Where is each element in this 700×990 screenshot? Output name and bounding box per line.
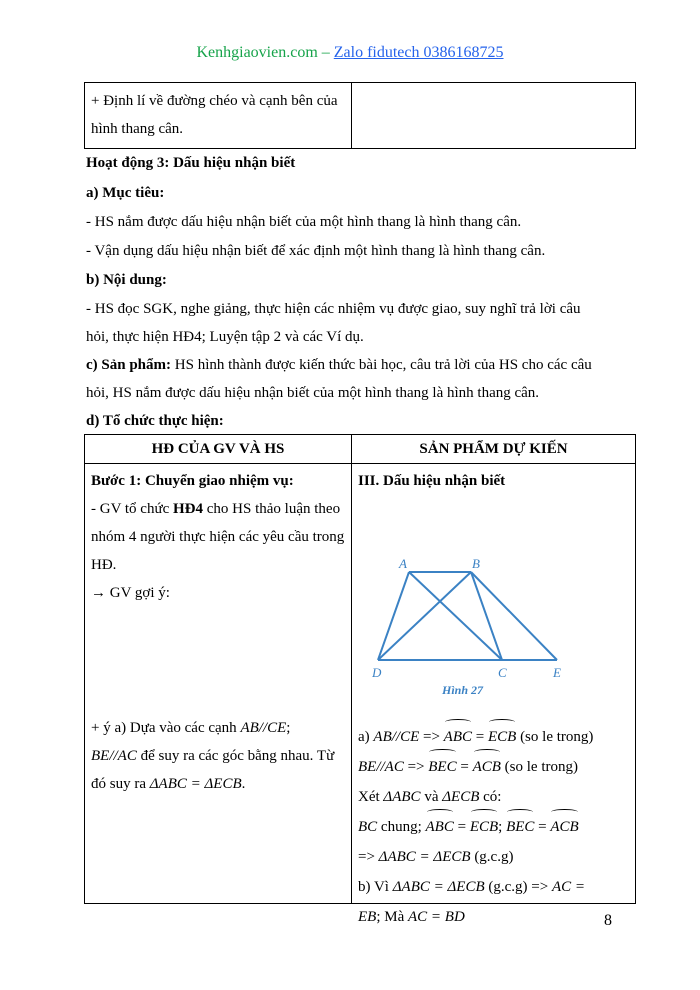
sol-4b: chung;: [377, 819, 426, 835]
solution-line-5: [358, 842, 593, 872]
segment-bc: [471, 572, 502, 660]
task-line-1c: cho HS thảo luận theo: [203, 501, 341, 517]
task-line-2: nhóm 4 người thực hiện các yêu cầu trong: [91, 529, 345, 545]
segment-bd: [378, 572, 471, 660]
sol-5a: =>: [358, 849, 379, 865]
sol-7b: ; Mà: [376, 909, 408, 925]
label-b: B: [472, 556, 480, 571]
sol-3e: có:: [479, 789, 502, 805]
angle-bec: BEC: [428, 752, 456, 782]
section-d-title: d) Tổ chức thực hiện:: [86, 413, 224, 429]
solution-line-1: [358, 722, 593, 752]
solution-line-3: [358, 782, 593, 812]
sol-1e: =: [472, 729, 488, 745]
label-d: D: [372, 665, 382, 680]
sol-4d: =: [453, 819, 470, 835]
hint-line-2: [91, 742, 334, 770]
sol-4h: =: [534, 819, 551, 835]
angle-acb: ACB: [473, 752, 501, 782]
sol-6c: (g.c.g) =>: [484, 879, 552, 895]
hd4-bold: HĐ4: [173, 501, 204, 517]
header-zalo-link[interactable]: Zalo fidutech 0386168725: [333, 44, 504, 61]
angle-abc-2: ABC: [426, 812, 454, 842]
segment-be: [471, 572, 557, 660]
solution-line-2: [358, 752, 593, 782]
section-b-line-2: hỏi, thực hiện HĐ4; Luyện tập 2 và các Ví dụ.: [86, 329, 364, 345]
hint-line-2b: để suy ra các góc bằng nhau. Từ: [136, 748, 335, 764]
header-site[interactable]: Kenhgiaovien.com: [196, 44, 318, 61]
sol-3d: ΔECB: [442, 789, 480, 805]
hint-math-ab-ce: AB//CE: [240, 720, 287, 736]
sol-2f: (so le trong): [500, 759, 578, 775]
sol-3a: Xét: [358, 789, 384, 805]
angle-ecb: ECB: [488, 722, 516, 752]
task-line-1: [91, 495, 345, 523]
segment-ac: [409, 572, 502, 660]
hint-math-congruence: ΔABC = ΔECB: [149, 776, 242, 792]
solution-line-7: [358, 902, 593, 932]
sol-1a: a): [358, 729, 374, 745]
hint-block: [91, 714, 334, 798]
main-table-head-right: SẢN PHẨM DỰ KIẾN: [352, 435, 636, 464]
sol-7c: AC = BD: [408, 909, 465, 925]
angle-ecb-2: ECB: [470, 812, 498, 842]
main-table-right-cell: [352, 464, 636, 925]
sol-3c: và: [420, 789, 443, 805]
hint-intro: → GV gợi ý:: [91, 585, 170, 601]
section-c-line-1: [86, 355, 646, 375]
sol-6a: b) Vì: [358, 879, 393, 895]
activity-title: Hoạt động 3: Dấu hiệu nhận biết: [86, 155, 296, 171]
top-table: [84, 82, 636, 149]
sol-2a: BE//AC: [358, 759, 404, 775]
sol-6d: AC =: [551, 879, 585, 895]
label-c: C: [498, 665, 507, 680]
label-e: E: [553, 665, 561, 680]
top-table-right-cell: [352, 83, 636, 149]
hint-line-3c: .: [241, 776, 246, 792]
section-a-title: a) Mục tiêu:: [86, 185, 165, 201]
top-table-left-cell: [85, 83, 352, 149]
hint-line-3: [91, 770, 334, 798]
page-header: [0, 44, 700, 62]
solution-line-4: [358, 812, 593, 842]
header-separator: –: [317, 44, 334, 61]
hint-line-1c: ;: [286, 720, 291, 736]
figure-caption: Hình 27: [442, 683, 484, 697]
solution-line-6: [358, 872, 593, 902]
sol-1b: AB//CE: [373, 729, 420, 745]
page-number: 8: [604, 912, 612, 929]
main-table-head-left: HĐ CỦA GV VÀ HS: [85, 435, 352, 464]
step-1-title: Bước 1: Chuyển giao nhiệm vụ:: [91, 473, 294, 489]
segment-ad: [378, 572, 409, 660]
sol-6b: ΔABC = ΔECB: [392, 879, 485, 895]
sol-1g: (so le trong): [516, 729, 594, 745]
angle-abc: ABC: [444, 722, 472, 752]
hint-line-1a: + ý a) Dựa vào các cạnh: [91, 720, 241, 736]
angle-bec-2: BEC: [506, 812, 534, 842]
sol-4f: ;: [498, 819, 507, 835]
sol-5c: (g.c.g): [470, 849, 514, 865]
sol-2b: =>: [403, 759, 429, 775]
main-table: [84, 434, 636, 925]
sol-3b: ΔABC: [383, 789, 421, 805]
angle-acb-2: ACB: [550, 812, 578, 842]
top-table-line-2: hình thang cân.: [91, 121, 184, 137]
label-a: A: [399, 556, 407, 571]
section-a-line-1: - HS nắm được dấu hiệu nhận biết của một hình thang là hình thang cân.: [86, 214, 522, 230]
sol-4a: BC: [358, 819, 378, 835]
hint-line-1: [91, 714, 334, 742]
top-table-line-1: + Định lí về đường chéo và cạnh bên của: [91, 93, 338, 109]
sol-2d: =: [456, 759, 473, 775]
hint-math-be-ac: BE//AC: [91, 748, 137, 764]
main-table-left-cell: [85, 464, 352, 904]
section-c-text: HS hình thành được kiến thức bài học, câu trả lời của HS cho các câu: [171, 357, 592, 373]
section-c-label: c) Sản phẩm:: [86, 357, 172, 373]
task-line-3: HĐ.: [91, 557, 117, 573]
section-a-line-2: - Vận dụng dấu hiệu nhận biết để xác định một hình thang là hình thang cân.: [86, 243, 546, 259]
sol-5b: ΔABC = ΔECB: [378, 849, 471, 865]
hint-line-3a: đó suy ra: [91, 776, 150, 792]
task-line-1a: - GV tổ chức: [91, 501, 174, 517]
sol-7a: EB: [358, 909, 377, 925]
section-c-line-2: hỏi, HS nắm được dấu hiệu nhận biết của một hình thang là hình thang cân.: [86, 385, 540, 401]
trapezoid-figure: [372, 556, 592, 706]
section-b-line-1: - HS đọc SGK, nghe giảng, thực hiện các nhiệm vụ được giao, suy nghĩ trả lời câu: [86, 301, 581, 317]
section-iii-title: III. Dấu hiệu nhận biết: [358, 473, 506, 489]
section-b-title: b) Nội dung:: [86, 272, 167, 288]
solution-block: [358, 722, 593, 932]
sol-1c: =>: [419, 729, 444, 745]
